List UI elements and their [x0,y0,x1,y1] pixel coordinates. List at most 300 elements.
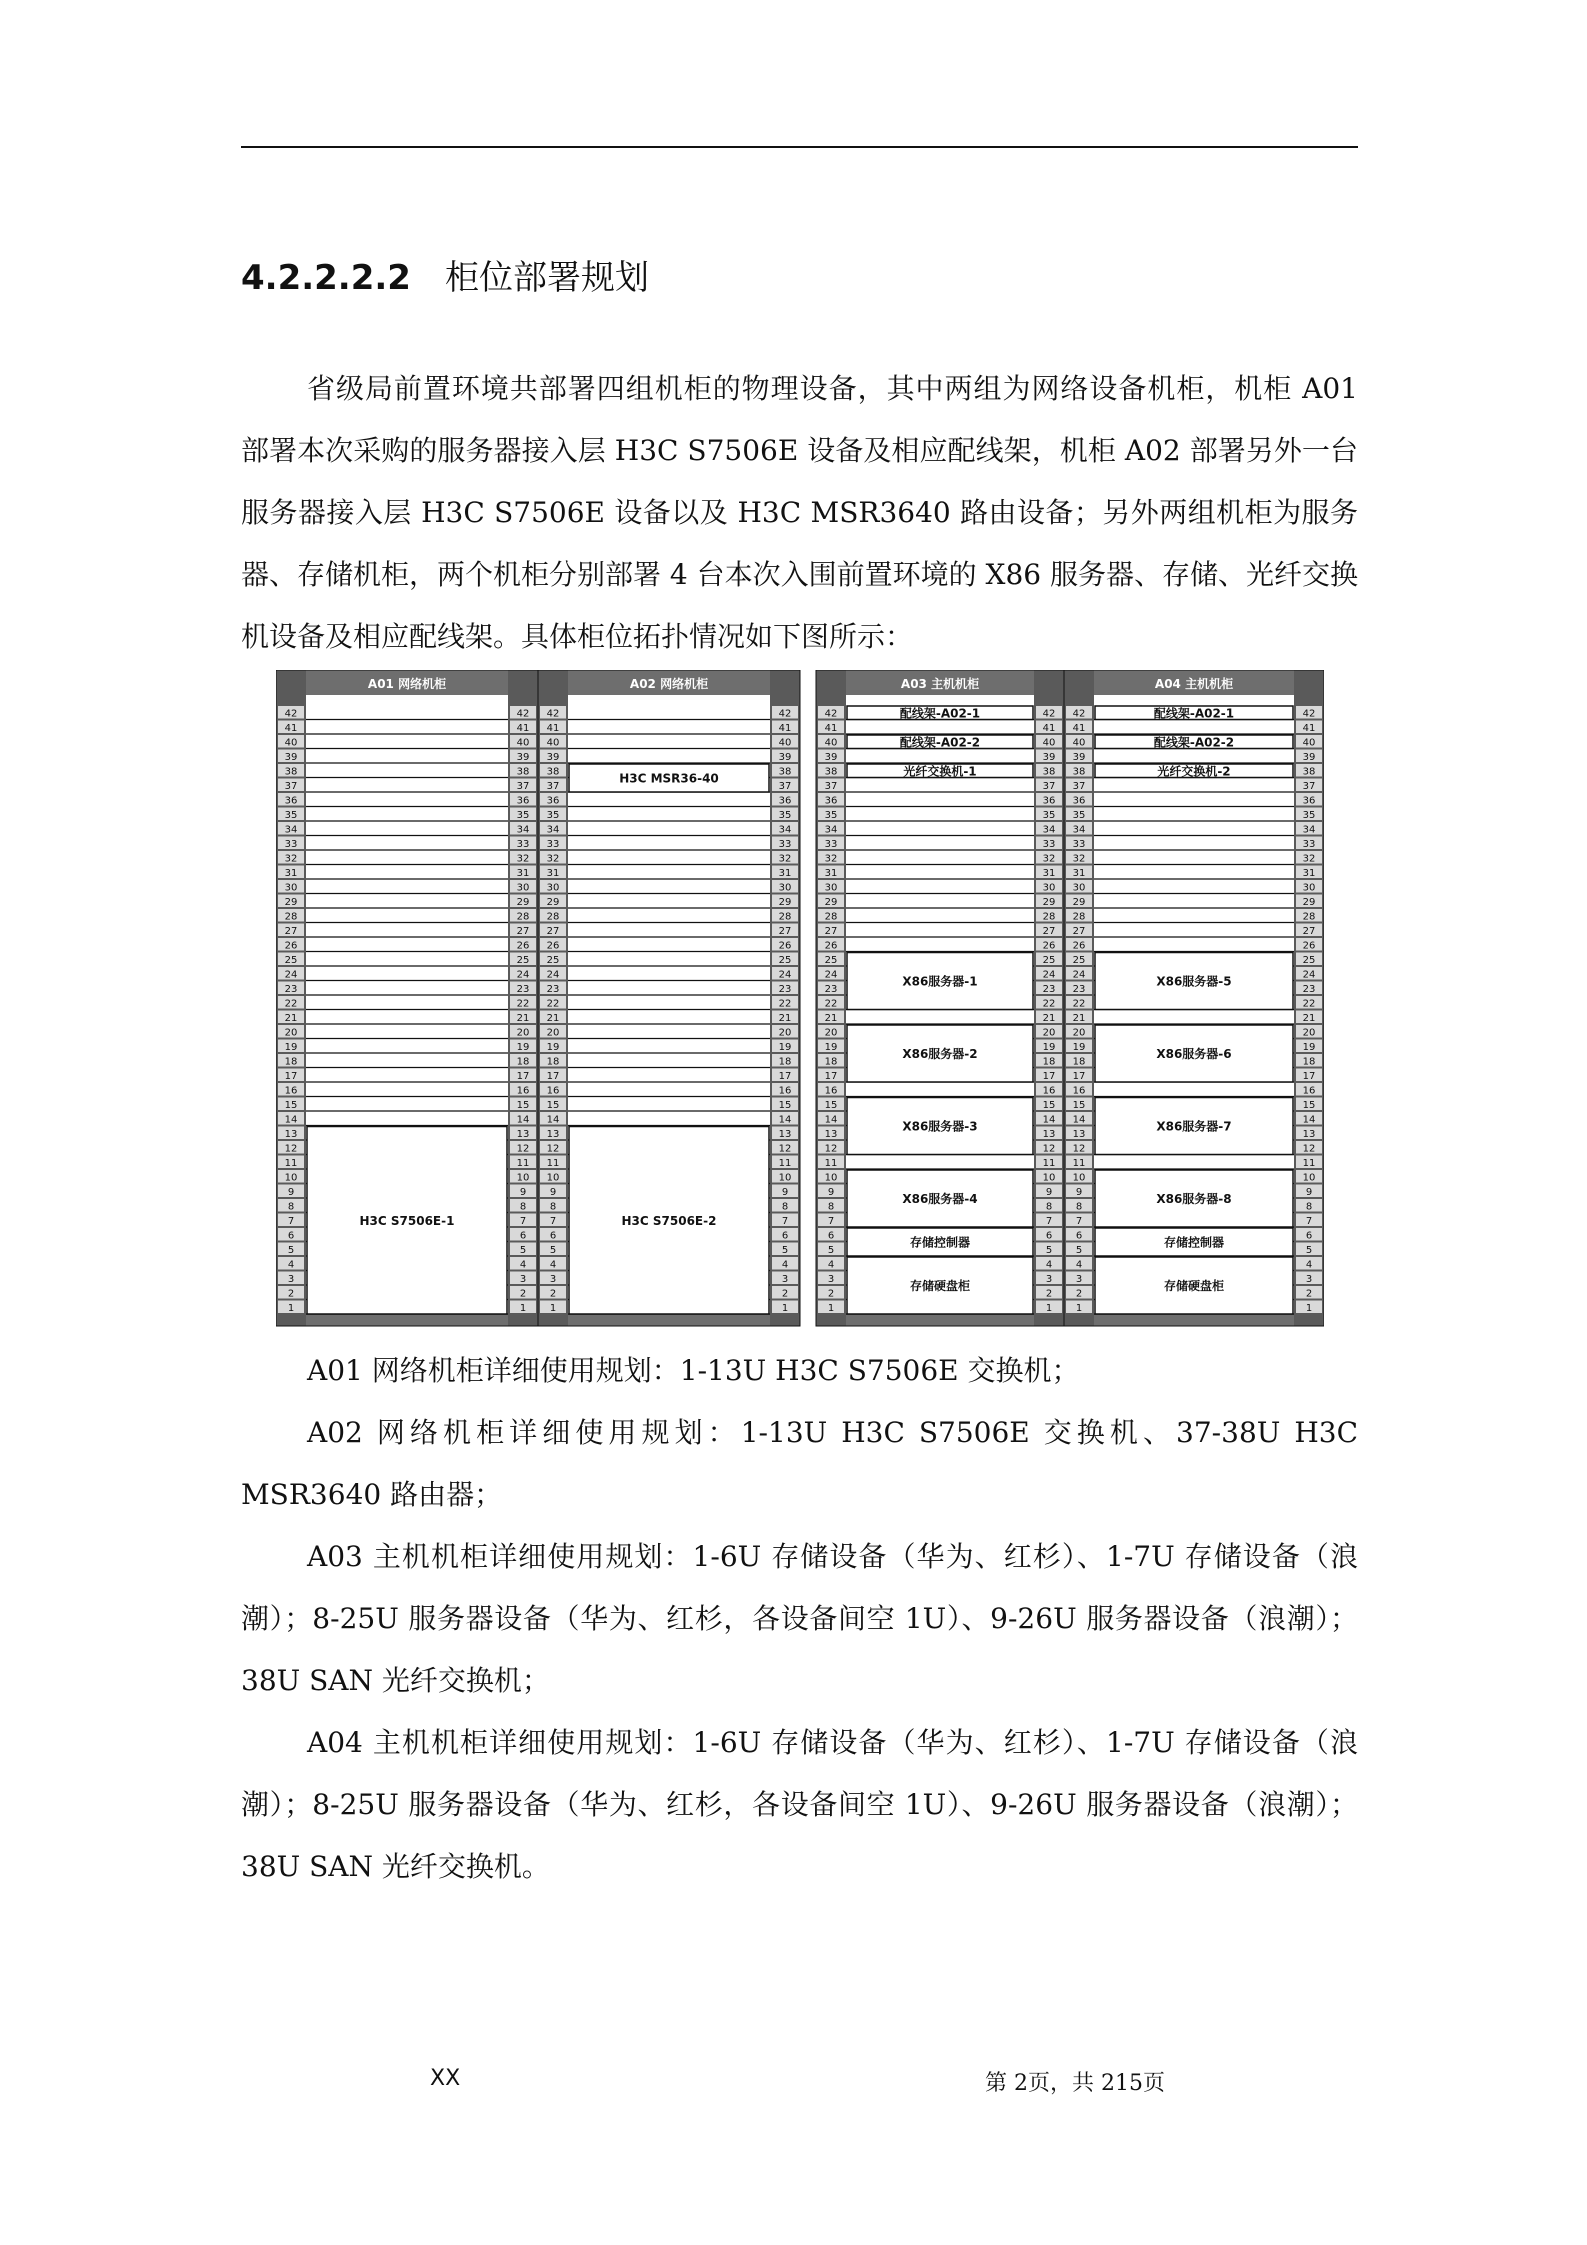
rack-device-label: 存储硬盘柜 [909,1279,971,1293]
u-number: 15 [284,1100,298,1111]
u-number: 28 [284,911,298,923]
rack-device-label: X86服务器-3 [902,1119,978,1134]
u-number: 11 [778,1158,792,1169]
u-number: 25 [1042,955,1056,966]
u-number: 8 [519,1201,527,1213]
u-number: 32 [1302,853,1316,865]
u-number: 18 [1042,1056,1056,1068]
u-number: 3 [549,1274,557,1285]
u-number: 20 [284,1027,298,1039]
u-number: 23 [546,984,560,995]
u-number: 37 [516,781,530,792]
rack-device-label: 配线架-A02-2 [899,735,981,750]
u-number: 33 [1042,839,1056,850]
u-number: 29 [824,897,838,908]
u-number: 40 [1302,737,1316,749]
u-number: 38 [778,766,792,778]
u-number: 38 [1042,766,1056,778]
u-number: 28 [824,911,838,923]
rack-device-label: 配线架-A02-1 [899,706,981,721]
u-number: 15 [546,1100,560,1111]
u-number: 32 [1042,853,1056,865]
u-number: 5 [1045,1245,1053,1256]
u-number: 3 [1075,1274,1083,1285]
u-number: 4 [1045,1259,1053,1271]
u-number: 34 [284,824,298,836]
u-number: 28 [778,911,792,923]
u-number: 13 [284,1129,298,1140]
u-number: 39 [284,752,298,763]
u-number: 19 [778,1042,792,1053]
u-number: 13 [778,1129,792,1140]
u-number: 32 [824,853,838,865]
rack-device-label: 存储硬盘柜 [1163,1279,1225,1293]
u-number: 4 [1305,1259,1313,1271]
u-number: 15 [1072,1100,1086,1111]
u-number: 33 [284,839,298,850]
u-number: 1 [781,1303,789,1314]
u-number: 34 [516,824,530,836]
u-number: 13 [546,1129,560,1140]
u-number: 38 [284,766,298,778]
u-number: 18 [1072,1056,1086,1068]
u-number: 2 [1045,1288,1053,1300]
rack-device-label: 配线架-A02-1 [1153,706,1235,721]
u-number: 24 [1042,969,1056,981]
u-number: 14 [824,1114,838,1126]
u-number: 35 [546,810,560,821]
u-number: 40 [516,737,530,749]
u-number: 33 [546,839,560,850]
u-number: 17 [546,1071,560,1082]
u-number: 18 [778,1056,792,1068]
u-number: 33 [824,839,838,850]
u-number: 37 [1302,781,1316,792]
u-number: 30 [546,882,560,894]
u-number: 20 [1072,1027,1086,1039]
u-number: 7 [1045,1216,1053,1227]
u-number: 31 [1302,868,1316,879]
u-number: 12 [824,1143,838,1155]
u-number: 33 [1302,839,1316,850]
u-number: 40 [778,737,792,749]
u-number: 27 [1302,926,1316,937]
u-number: 36 [824,795,838,807]
u-number: 38 [546,766,560,778]
u-number: 9 [549,1187,557,1198]
u-number: 41 [1302,723,1316,734]
u-number: 2 [287,1288,295,1300]
u-number: 30 [516,882,530,894]
u-number: 5 [519,1245,527,1256]
u-number: 35 [284,810,298,821]
u-number: 14 [284,1114,298,1126]
u-number: 39 [546,752,560,763]
u-number: 22 [1072,998,1086,1010]
u-number: 18 [1302,1056,1316,1068]
u-number: 42 [546,708,560,720]
u-number: 26 [1072,940,1086,952]
u-number: 12 [1072,1143,1086,1155]
u-number: 10 [1072,1172,1086,1184]
u-number: 11 [546,1158,560,1169]
u-number: 24 [778,969,792,981]
u-number: 2 [549,1288,557,1300]
section-number: 4.2.2.2.2 [241,258,411,298]
u-number: 19 [516,1042,530,1053]
u-number: 8 [1075,1201,1083,1213]
u-number: 35 [1072,810,1086,821]
u-number: 27 [778,926,792,937]
u-number: 36 [546,795,560,807]
u-number: 11 [1042,1158,1056,1169]
u-number: 5 [827,1245,835,1256]
rack-device-label: 存储控制器 [909,1235,971,1250]
rack-title: A04 主机机柜 [1154,677,1234,691]
u-number: 31 [824,868,838,879]
u-number: 19 [1072,1042,1086,1053]
u-number: 17 [284,1071,298,1082]
u-number: 16 [516,1085,530,1097]
u-number: 1 [827,1303,835,1314]
u-number: 24 [1302,969,1316,981]
u-number: 14 [1072,1114,1086,1126]
u-number: 4 [287,1259,295,1271]
u-number: 4 [1075,1259,1083,1271]
u-number: 27 [1042,926,1056,937]
u-number: 38 [1072,766,1086,778]
u-number: 24 [546,969,560,981]
u-number: 15 [1302,1100,1316,1111]
u-number: 32 [546,853,560,865]
u-number: 37 [824,781,838,792]
u-number: 29 [1302,897,1316,908]
u-number: 23 [284,984,298,995]
section-heading [241,250,649,299]
u-number: 23 [1072,984,1086,995]
u-number: 8 [1045,1201,1053,1213]
u-number: 36 [516,795,530,807]
u-number: 27 [284,926,298,937]
u-number: 16 [1042,1085,1056,1097]
u-number: 20 [516,1027,530,1039]
u-number: 31 [1042,868,1056,879]
u-number: 40 [1042,737,1056,749]
u-number: 2 [827,1288,835,1300]
u-number: 1 [287,1303,295,1314]
u-number: 23 [1042,984,1056,995]
u-number: 17 [1072,1071,1086,1082]
footer-page-number: 第 2页，共 215页 [985,2071,1165,2096]
u-number: 8 [1305,1201,1313,1213]
u-number: 13 [1072,1129,1086,1140]
u-number: 22 [1042,998,1056,1010]
u-number: 27 [516,926,530,937]
u-number: 17 [778,1071,792,1082]
u-number: 42 [1072,708,1086,720]
u-number: 42 [824,708,838,720]
u-number: 15 [824,1100,838,1111]
u-number: 25 [284,955,298,966]
u-number: 7 [827,1216,835,1227]
u-number: 13 [824,1129,838,1140]
u-number: 42 [284,708,298,720]
u-number: 41 [546,723,560,734]
u-number: 35 [778,810,792,821]
u-number: 40 [546,737,560,749]
u-number: 21 [1042,1013,1056,1024]
u-number: 16 [284,1085,298,1097]
u-number: 32 [516,853,530,865]
rack-device-label: 配线架-A02-2 [1153,735,1235,750]
u-number: 13 [1042,1129,1056,1140]
u-number: 28 [1302,911,1316,923]
u-number: 9 [1305,1187,1313,1198]
u-number: 34 [546,824,560,836]
u-number: 28 [1042,911,1056,923]
u-number: 20 [824,1027,838,1039]
u-number: 15 [1042,1100,1056,1111]
u-number: 6 [1075,1230,1083,1242]
u-number: 6 [287,1230,295,1242]
u-number: 26 [1302,940,1316,952]
u-number: 24 [1072,969,1086,981]
u-number: 23 [1302,984,1316,995]
u-number: 41 [1072,723,1086,734]
u-number: 9 [781,1187,789,1198]
u-number: 3 [1305,1274,1313,1285]
u-number: 11 [516,1158,530,1169]
u-number: 7 [1305,1216,1313,1227]
u-number: 14 [1042,1114,1056,1126]
u-number: 18 [516,1056,530,1068]
u-number: 31 [516,868,530,879]
rack-layout-diagram [276,670,1324,1334]
u-number: 24 [516,969,530,981]
u-number: 2 [519,1288,527,1300]
rack-device-label: 存储控制器 [1163,1235,1225,1250]
rack-device-label: X86服务器-1 [902,974,978,989]
u-number: 12 [1302,1143,1316,1155]
u-number: 6 [1045,1230,1053,1242]
u-number: 9 [287,1187,295,1198]
u-number: 41 [1042,723,1056,734]
u-number: 19 [284,1042,298,1053]
usage-a04: A04 主机机柜详细使用规划：1-6U 存储设备（华为、红杉）、1-7U 存储设备（浪潮）；8-25U 服务器设备（华为、红杉，各设备间空 1U）、9-26U 服务器设备（浪潮）；38U SAN 光纤交换机。 [241,1726,1358,1883]
u-number: 14 [778,1114,792,1126]
u-number: 2 [1075,1288,1083,1300]
u-number: 35 [1302,810,1316,821]
u-number: 16 [778,1085,792,1097]
u-number: 36 [1072,795,1086,807]
u-number: 39 [1302,752,1316,763]
u-number: 9 [827,1187,835,1198]
u-number: 24 [284,969,298,981]
u-number: 6 [1305,1230,1313,1242]
u-number: 22 [546,998,560,1010]
u-number: 25 [824,955,838,966]
u-number: 34 [1042,824,1056,836]
u-number: 21 [1072,1013,1086,1024]
u-number: 8 [827,1201,835,1213]
u-number: 20 [546,1027,560,1039]
rack-device-label: H3C S7506E-1 [359,1213,455,1228]
u-number: 5 [1305,1245,1313,1256]
u-number: 41 [778,723,792,734]
section-title: 柜位部署规划 [444,258,649,298]
u-number: 23 [516,984,530,995]
u-number: 10 [1302,1172,1316,1184]
u-number: 25 [1302,955,1316,966]
u-number: 38 [824,766,838,778]
u-number: 26 [824,940,838,952]
u-number: 30 [284,882,298,894]
rack-device-label: X86服务器-2 [902,1047,978,1061]
u-number: 40 [1072,737,1086,749]
u-number: 29 [516,897,530,908]
u-number: 29 [546,897,560,908]
u-number: 37 [546,781,560,792]
u-number: 2 [1305,1288,1313,1300]
u-number: 42 [516,708,530,720]
u-number: 15 [778,1100,792,1111]
u-number: 7 [287,1216,295,1227]
rack-device-label: H3C S7506E-2 [621,1213,717,1228]
u-number: 20 [1042,1027,1056,1039]
u-number: 16 [824,1085,838,1097]
u-number: 35 [824,810,838,821]
u-number: 10 [284,1172,298,1184]
u-number: 11 [824,1158,838,1169]
u-number: 1 [1305,1303,1313,1314]
u-number: 11 [284,1158,298,1169]
u-number: 22 [1302,998,1316,1010]
rack-device-label: H3C MSR36-40 [619,771,719,786]
u-number: 19 [1302,1042,1316,1053]
usage-a02: A02 网络机柜详细使用规划：1-13U H3C S7506E 交换机、37-38U H3C MSR3640 路由器； [241,1416,1358,1511]
rack-footer [846,1314,1034,1326]
u-number: 33 [516,839,530,850]
u-number: 36 [1042,795,1056,807]
header-rule [241,146,1358,148]
u-number: 18 [546,1056,560,1068]
u-number: 31 [778,868,792,879]
rack-title: A02 网络机柜 [629,677,709,691]
u-number: 10 [778,1172,792,1184]
u-number: 26 [546,940,560,952]
u-number: 20 [1302,1027,1316,1039]
u-number: 8 [781,1201,789,1213]
u-number: 19 [1042,1042,1056,1053]
u-number: 37 [1042,781,1056,792]
rack-title: A03 主机机柜 [900,677,980,691]
u-number: 3 [287,1274,295,1285]
u-number: 4 [519,1259,527,1271]
u-number: 5 [781,1245,789,1256]
rack-footer [568,1314,770,1326]
u-number: 17 [1302,1071,1316,1082]
u-number: 29 [284,897,298,908]
u-number: 34 [1302,824,1316,836]
u-number: 22 [516,998,530,1010]
u-number: 6 [549,1230,557,1242]
u-number: 4 [549,1259,557,1271]
u-number: 22 [284,998,298,1010]
u-number: 28 [546,911,560,923]
u-number: 12 [516,1143,530,1155]
u-number: 10 [824,1172,838,1184]
u-number: 25 [778,955,792,966]
u-number: 9 [1075,1187,1083,1198]
u-number: 21 [516,1013,530,1024]
u-number: 35 [516,810,530,821]
u-number: 1 [549,1303,557,1314]
rack-device-label: X86服务器-5 [1156,974,1232,989]
u-number: 6 [827,1230,835,1242]
u-number: 7 [549,1216,557,1227]
u-number: 17 [1042,1071,1056,1082]
u-number: 6 [519,1230,527,1242]
u-number: 5 [549,1245,557,1256]
u-number: 26 [516,940,530,952]
u-number: 16 [1072,1085,1086,1097]
u-number: 9 [1045,1187,1053,1198]
u-number: 22 [778,998,792,1010]
u-number: 12 [546,1143,560,1155]
u-number: 36 [778,795,792,807]
u-number: 9 [519,1187,527,1198]
u-number: 17 [516,1071,530,1082]
u-number: 27 [824,926,838,937]
u-number: 19 [824,1042,838,1053]
u-number: 5 [287,1245,295,1256]
u-number: 13 [516,1129,530,1140]
u-number: 41 [284,723,298,734]
u-number: 28 [1072,911,1086,923]
u-number: 23 [824,984,838,995]
u-number: 36 [1302,795,1316,807]
u-number: 29 [778,897,792,908]
u-number: 29 [1072,897,1086,908]
u-number: 2 [781,1288,789,1300]
u-number: 33 [778,839,792,850]
u-number: 37 [1072,781,1086,792]
u-number: 21 [778,1013,792,1024]
u-number: 30 [778,882,792,894]
u-number: 32 [284,853,298,865]
u-number: 10 [546,1172,560,1184]
u-number: 37 [284,781,298,792]
u-number: 7 [1075,1216,1083,1227]
u-number: 38 [1302,766,1316,778]
u-number: 26 [778,940,792,952]
u-number: 1 [1075,1303,1083,1314]
u-number: 17 [824,1071,838,1082]
u-number: 7 [519,1216,527,1227]
u-number: 38 [516,766,530,778]
u-number: 20 [778,1027,792,1039]
u-number: 41 [824,723,838,734]
rack-footer [1094,1314,1294,1326]
u-number: 24 [824,969,838,981]
u-number: 25 [1072,955,1086,966]
u-number: 11 [1302,1158,1316,1169]
u-number: 10 [516,1172,530,1184]
u-number: 25 [516,955,530,966]
intro-paragraph: 省级局前置环境共部署四组机柜的物理设备，其中两组为网络设备机柜，机柜 A01 部署本次采购的服务器接入层 H3C S7506E 设备及相应配线架，机柜 A02 部署另外一台服务器接入层 H3C S7506E 设备以及 H3C MSR3640 路由设备；另外两组机柜为服务器、存储机柜，两个机柜分别部署 4 台本次入围前置环境的 X86 服务器、存储、光纤交换机设备及相应配线架。具体柜位拓扑情况如下图所示： [241,372,1358,653]
u-number: 34 [824,824,838,836]
u-number: 14 [1302,1114,1316,1126]
